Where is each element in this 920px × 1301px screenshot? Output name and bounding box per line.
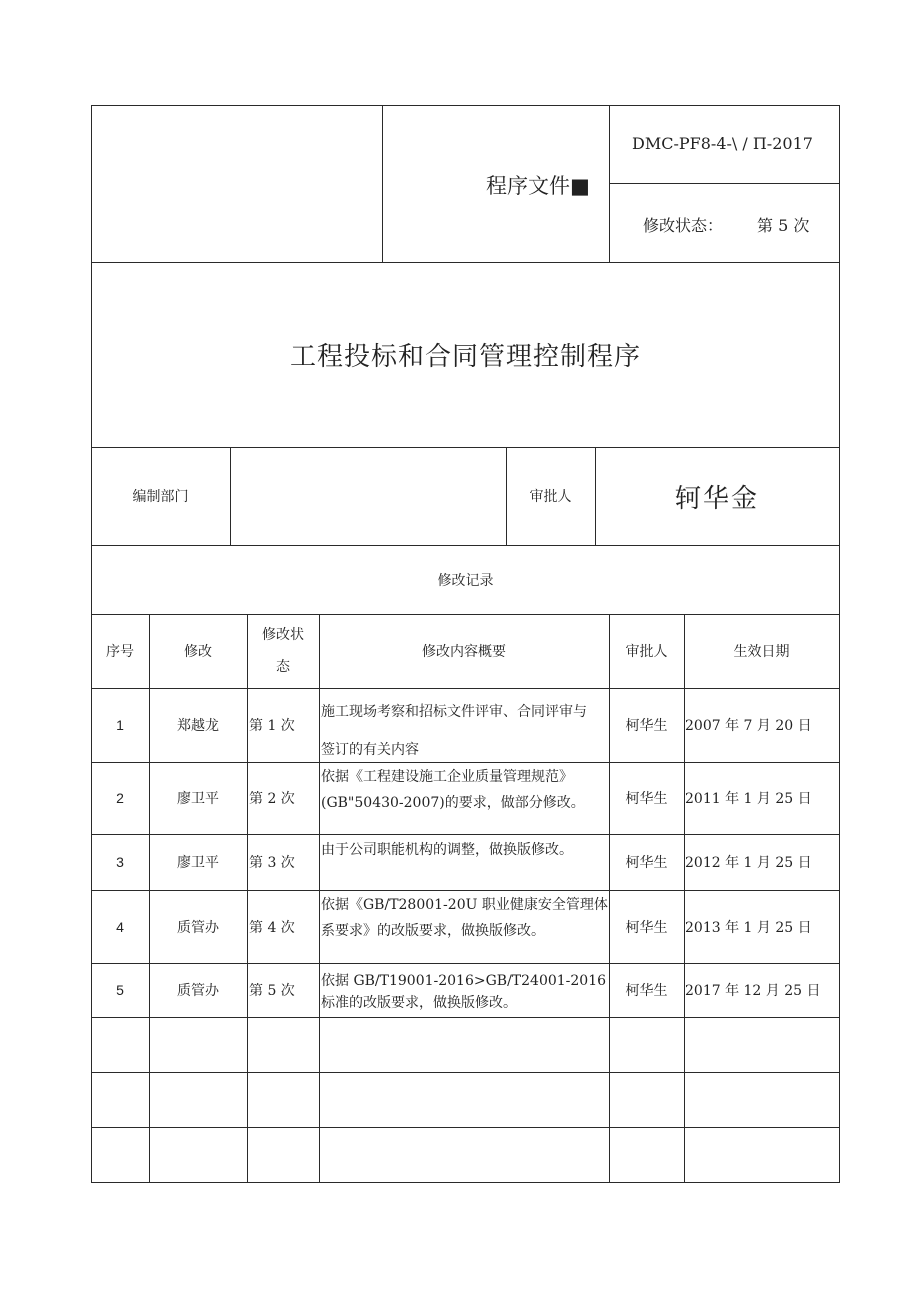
row-4-summary: 依据《GB/T28001-20U 职业健康安全管理体系要求》的改版要求，做换版修改。 (321, 897, 608, 939)
col-header-no: 序号 (106, 644, 134, 660)
record-title: 修改记录 (437, 572, 494, 589)
row-3-summary: 由于公司职能机构的调整，做换版修改。 (321, 842, 573, 858)
row-2-status: 第 2 次 (249, 791, 295, 807)
row-2-no: 2 (116, 790, 124, 806)
revision-label: 修改状态： (643, 216, 724, 235)
row-5-by: 质管办 (177, 983, 219, 999)
row-4-by: 质管办 (177, 919, 219, 936)
row-3-approver: 柯华生 (625, 855, 668, 871)
col-header-summary: 修改内容概要 (422, 644, 506, 660)
row-2-summary: 依据《工程建设施工企业质量管理规范》(GB"50430-2007)的要求，做部分修改。 (321, 769, 585, 811)
row-1-no: 1 (116, 717, 124, 733)
row-3-date: 2012 年 1 月 25 日 (685, 855, 812, 871)
row-1-summary: 施工现场考察和招标文件评审、合同评审与签订的有关内容 (321, 704, 587, 758)
row-5-no: 5 (116, 982, 124, 998)
dept-value (230, 447, 506, 545)
row-3-no: 3 (116, 854, 124, 870)
document-title: 工程投标和合同管理控制程序 (289, 342, 641, 372)
row-5-approver: 柯华生 (625, 983, 668, 999)
row-2-by: 廖卫平 (177, 791, 219, 807)
approver-signature: 轲华金 (674, 483, 759, 514)
row-5-date: 2017 年 12 月 25 日 (685, 983, 821, 999)
row-5-status: 第 5 次 (249, 983, 295, 999)
document-type: 程序文件■ (486, 174, 590, 198)
row-1-by: 郑越龙 (177, 718, 219, 734)
row-4-approver: 柯华生 (625, 919, 668, 936)
row-1-date: 2007 年 7 月 20 日 (685, 718, 812, 734)
row-3-by: 廖卫平 (177, 855, 219, 871)
row-2-approver: 柯华生 (625, 791, 668, 807)
approver-label: 审批人 (529, 489, 572, 505)
dept-label: 编制部门 (132, 489, 189, 505)
row-1-approver: 柯华生 (625, 718, 668, 734)
revision-value: 第 5 次 (757, 216, 810, 235)
col-header-status: 修改状态 (262, 627, 304, 675)
document-code: DMC-PF8-4-\ / Π-2017 (632, 134, 813, 153)
row-3-status: 第 3 次 (249, 855, 295, 871)
col-header-date: 生效日期 (733, 644, 790, 660)
row-4-no: 4 (116, 918, 124, 935)
row-2-date: 2011 年 1 月 25 日 (685, 791, 812, 807)
row-1-status: 第 1 次 (249, 718, 295, 734)
col-header-by: 修改 (184, 644, 212, 660)
row-5-summary: 依据 GB/T19001-2016>GB/T24001-2016 标准的改版要求，做换版修改。 (321, 973, 607, 1011)
col-header-approver: 审批人 (625, 644, 668, 660)
row-4-date: 2013 年 1 月 25 日 (685, 919, 812, 936)
row-4-status: 第 4 次 (249, 919, 295, 936)
